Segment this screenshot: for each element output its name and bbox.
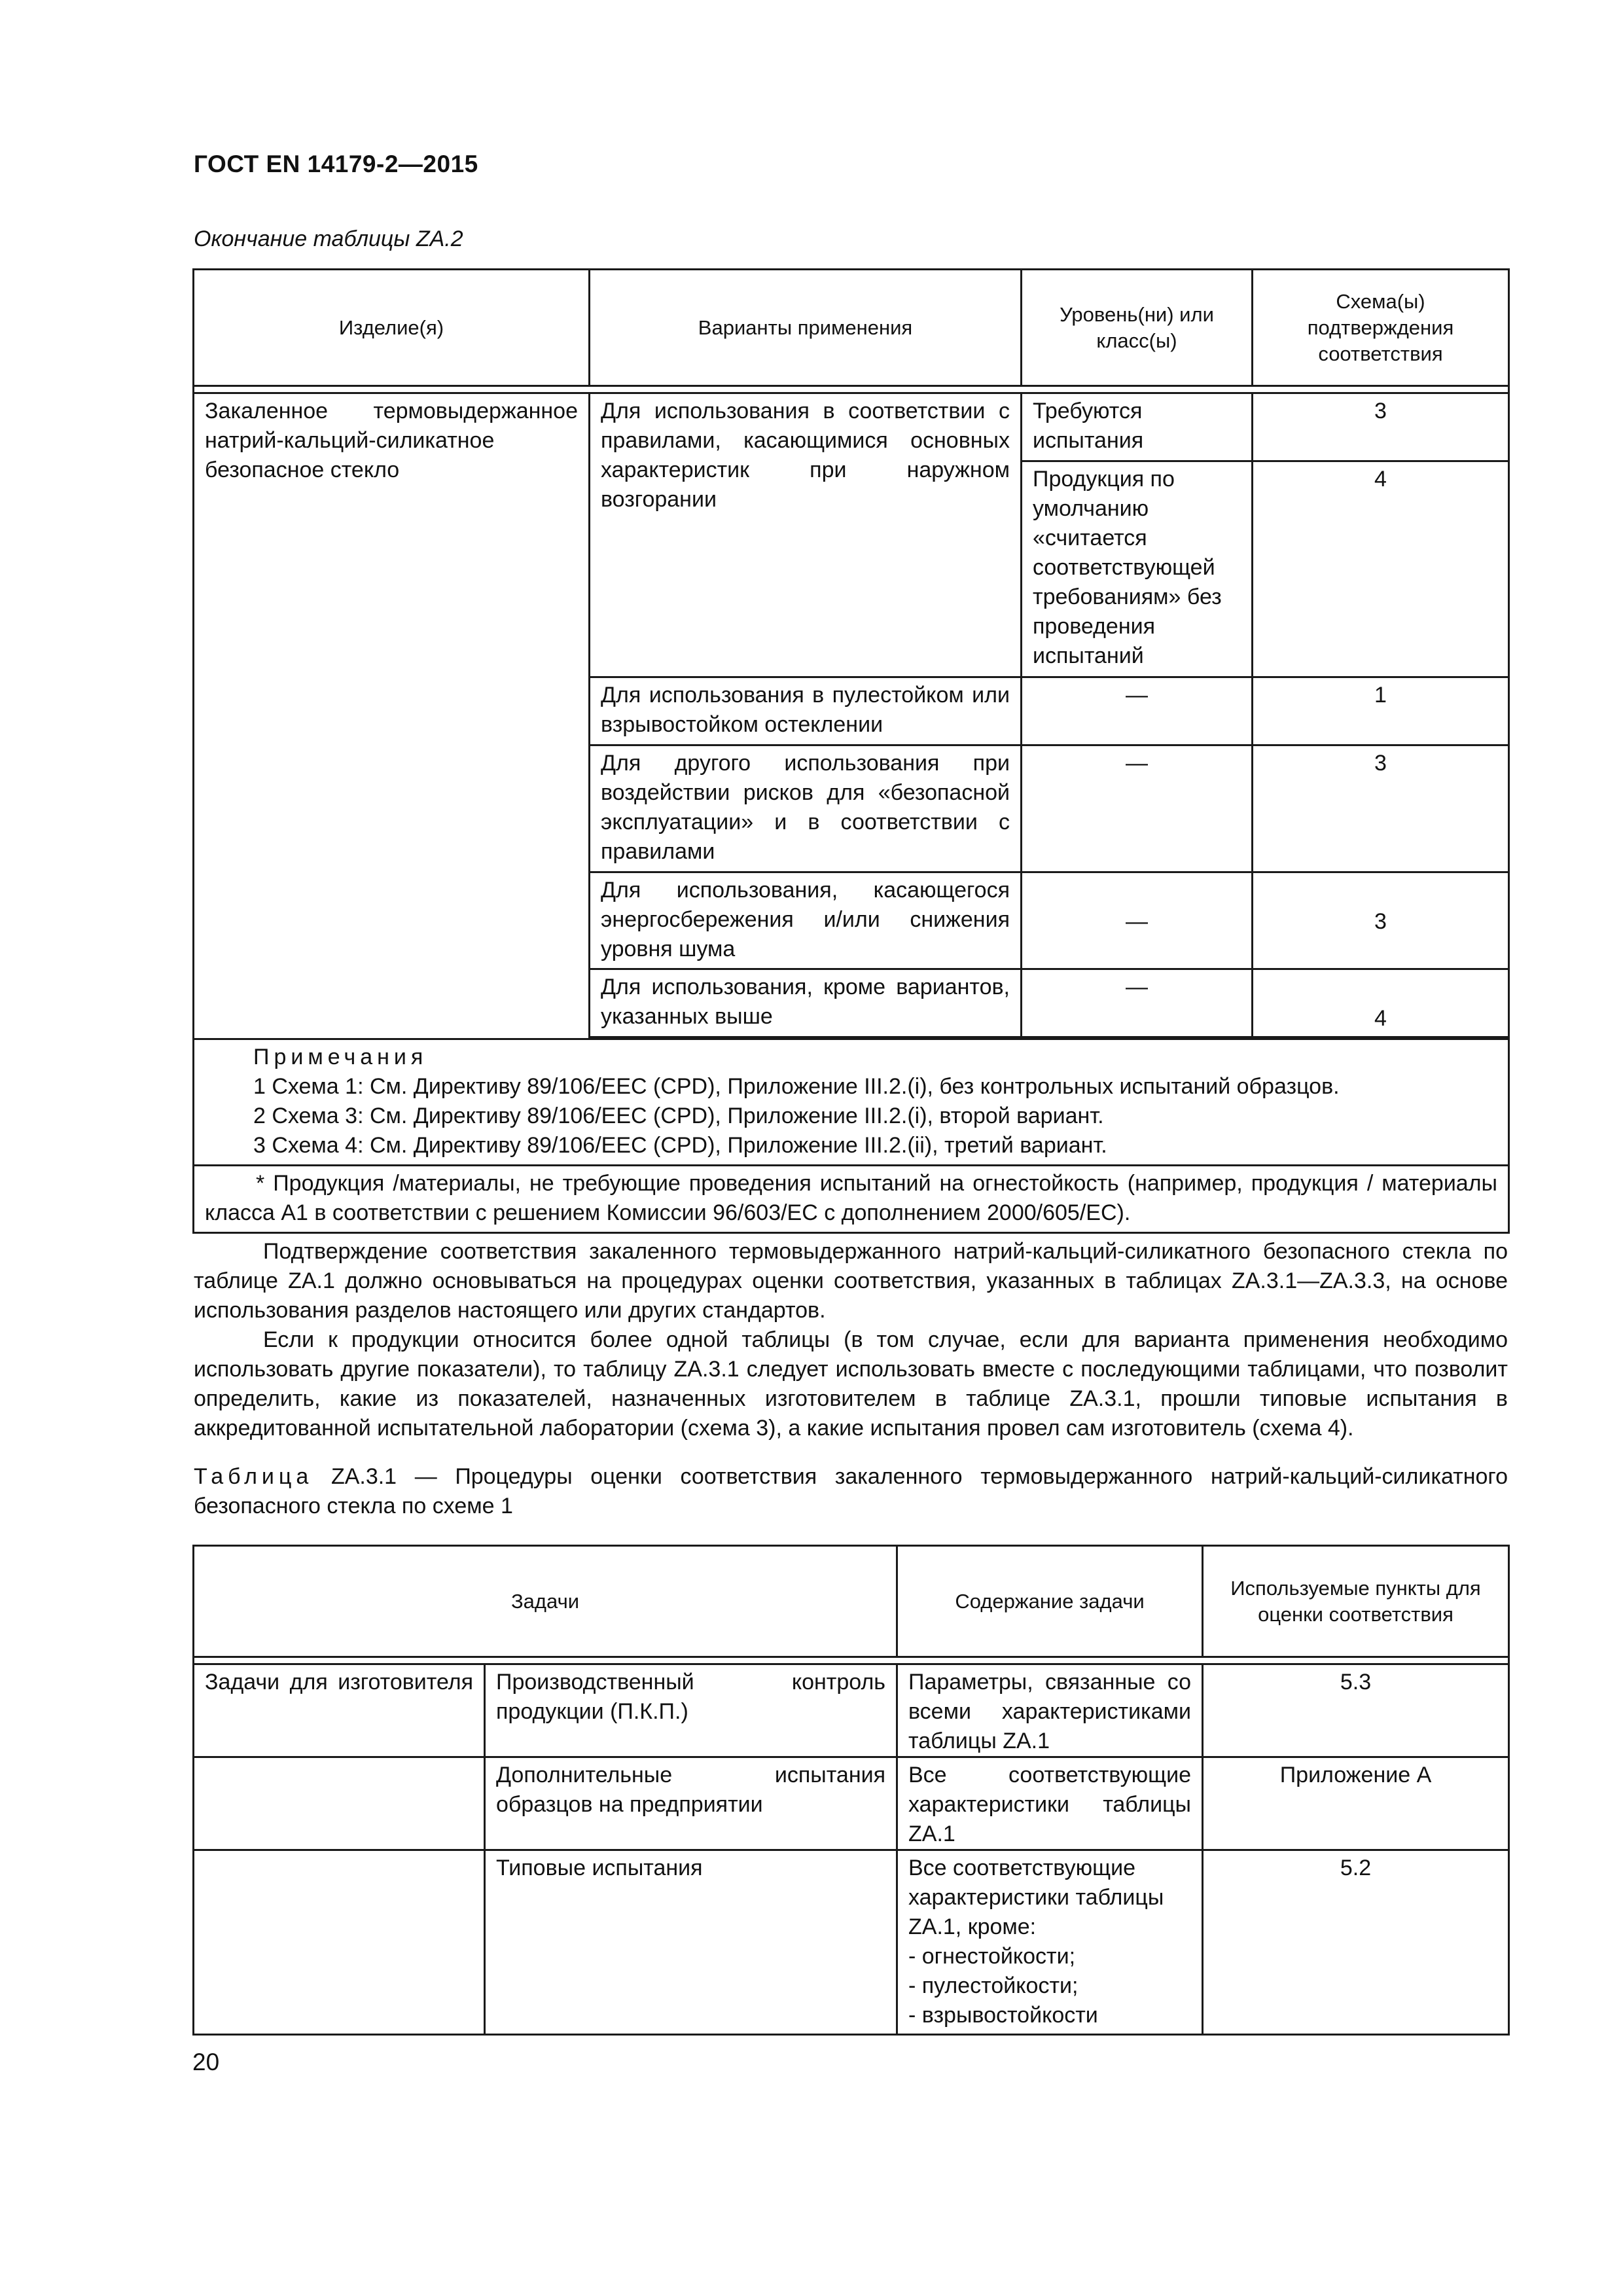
table-za2-caption: Окончание таблицы ZA.2 bbox=[194, 226, 463, 251]
application-cell: Для использования в соответствии с правилами, касающимися основных характеристик при наружном возгорании bbox=[590, 393, 1022, 677]
content-cell: Параметры, связанные со всеми характеристиками таблицы ZA.1 bbox=[897, 1664, 1203, 1757]
footnote-cell: * Продукция /материалы, не требующие проведения испытаний на огнестойкость (например, продукция / материалы класса А1 в соответствии с решением Комиссии 96/603/ЕС с дополнением 2000/605/ЕС). bbox=[194, 1166, 1509, 1233]
table-za31-caption bbox=[194, 1462, 1508, 1521]
scheme-cell: 3 bbox=[1253, 872, 1509, 969]
header-separator bbox=[194, 1657, 1509, 1664]
table-caption-text: ZA.3.1 — Процедуры оценки соответствия закаленного термовыдержанного натрий-кальций-силикатного безопасного стекла по схеме 1 bbox=[194, 1464, 1508, 1518]
task-cell: Производственный контроль продукции (П.К.П.) bbox=[485, 1664, 897, 1757]
level-cell: — bbox=[1022, 745, 1253, 872]
level-cell: Продукция по умолчанию «считается соответствующей требованиям» без проведения испытаний bbox=[1022, 461, 1253, 677]
paragraph-2: Если к продукции относится более одной таблицы (в том случае, если для варианта применения необходимо использовать другие показатели), то таблицу ZA.3.1 следует использовать вместе с последующими таблицами, что позволит определить, какие из показателей, назначенных изготовителем в таблице ZA.3.1, прошли типовые испытания в аккредитованной испытательной лаборатории (схема 3), а какие испытания провел сам изготовитель (схема 4). bbox=[194, 1327, 1508, 1441]
document-title: ГОСТ EN 14179-2—2015 bbox=[194, 151, 478, 177]
product-name-cell: Закаленное термовыдержанное натрий-кальций-силикатное безопасное стекло bbox=[194, 393, 590, 1039]
content-line: - огнестойкости; bbox=[908, 1944, 1076, 1969]
footnote-row bbox=[194, 1166, 1509, 1233]
scheme-cell: 4 bbox=[1253, 969, 1509, 1037]
clause-cell: 5.3 bbox=[1203, 1664, 1509, 1757]
content-cell bbox=[897, 1850, 1203, 2035]
note-item: 1 Схема 1: См. Директиву 89/106/ЕЕС (CPD), Приложение III.2.(i), без контрольных испытаний образцов. bbox=[253, 1074, 1340, 1099]
table-header-row bbox=[194, 270, 1509, 386]
content-line: - взрывостойкости bbox=[908, 2003, 1098, 2028]
page-number: 20 bbox=[192, 2049, 220, 2075]
empty-cell bbox=[194, 1850, 485, 2035]
table-label: Таблица bbox=[194, 1464, 313, 1489]
notes-title: Примечания bbox=[253, 1045, 428, 1069]
paragraph-1: Подтверждение соответствия закаленного термовыдержанного натрий-кальций-силикатного безопасного стекла по таблице ZA.1 должно основываться на процедурах оценки соответствия, указанных в таблицах ZA.3.1—ZA.3.3, на основе использования разделов настоящего или других стандартов. bbox=[194, 1239, 1508, 1323]
level-cell: — bbox=[1022, 677, 1253, 745]
clause-cell: 5.2 bbox=[1203, 1850, 1509, 2035]
level-cell: — bbox=[1022, 872, 1253, 969]
content-line: Все соответствующие характеристики таблицы ZA.1, кроме: bbox=[908, 1856, 1164, 1939]
header-tasks: Задачи bbox=[194, 1546, 897, 1657]
clause-cell: Приложение А bbox=[1203, 1757, 1509, 1850]
table-row bbox=[194, 1757, 1509, 1850]
application-cell: Для использования, кроме вариантов, указанных выше bbox=[590, 969, 1022, 1037]
table-header-row bbox=[194, 1546, 1509, 1657]
header-product: Изделие(я) bbox=[194, 270, 590, 386]
note-item: 2 Схема 3: См. Директиву 89/106/ЕЕС (CPD), Приложение III.2.(i), второй вариант. bbox=[253, 1103, 1104, 1128]
notes-cell bbox=[194, 1039, 1509, 1166]
header-content: Содержание задачи bbox=[897, 1546, 1203, 1657]
application-cell: Для другого использования при воздействии рисков для «безопасной эксплуатации» и в соответствии с правилами bbox=[590, 745, 1022, 872]
header-separator bbox=[194, 386, 1509, 393]
task-cell: Типовые испытания bbox=[485, 1850, 897, 2035]
note-item: 3 Схема 4: См. Директиву 89/106/ЕЕС (CPD), Приложение III.2.(ii), третий вариант. bbox=[253, 1133, 1107, 1158]
scheme-cell: 3 bbox=[1253, 393, 1509, 461]
header-clauses: Используемые пункты для оценки соответствия bbox=[1203, 1546, 1509, 1657]
group-label-cell: Задачи для изготовителя bbox=[194, 1664, 485, 1757]
content-line: - пулестойкости; bbox=[908, 1973, 1079, 1998]
header-scheme: Схема(ы) подтверждения соответствия bbox=[1253, 270, 1509, 386]
notes-row bbox=[194, 1039, 1509, 1166]
task-cell: Дополнительные испытания образцов на предприятии bbox=[485, 1757, 897, 1850]
scheme-cell: 4 bbox=[1253, 461, 1509, 677]
header-application: Варианты применения bbox=[590, 270, 1022, 386]
header-level: Уровень(ни) или класс(ы) bbox=[1022, 270, 1253, 386]
table-row bbox=[194, 393, 1509, 461]
scheme-cell: 1 bbox=[1253, 677, 1509, 745]
table-row bbox=[194, 1850, 1509, 2035]
scheme-cell: 3 bbox=[1253, 745, 1509, 872]
empty-cell bbox=[194, 1757, 485, 1850]
table-row bbox=[194, 1664, 1509, 1757]
table-za2 bbox=[192, 268, 1510, 1234]
level-cell: Требуются испытания bbox=[1022, 393, 1253, 461]
application-cell: Для использования в пулестойком или взрывостойком остеклении bbox=[590, 677, 1022, 745]
content-cell: Все соответствующие характеристики таблицы ZA.1 bbox=[897, 1757, 1203, 1850]
application-cell: Для использования, касающегося энергосбережения и/или снижения уровня шума bbox=[590, 872, 1022, 969]
table-za31 bbox=[192, 1545, 1510, 2036]
level-cell: — bbox=[1022, 969, 1253, 1037]
